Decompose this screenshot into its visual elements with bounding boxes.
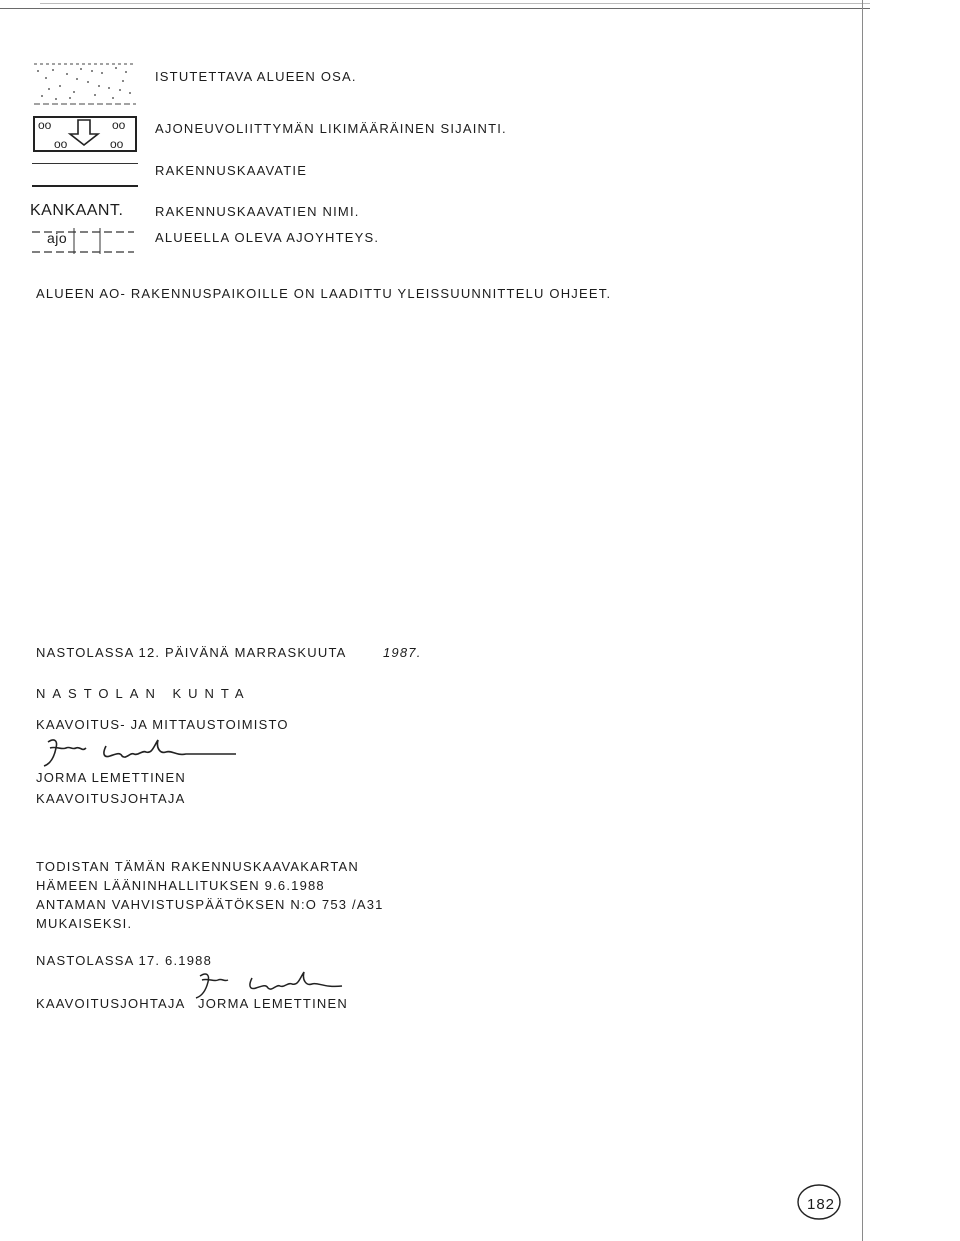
driving-connection-sample: ajo	[47, 230, 68, 246]
road-line-icon	[32, 185, 138, 187]
certification-signer-name: JORMA LEMETTINEN	[198, 996, 348, 1011]
legend-label-road: RAKENNUSKAAVATIE	[155, 163, 308, 178]
certification-line: MUKAISEKSI.	[36, 916, 133, 931]
signature	[36, 734, 246, 774]
road-name-sample: KANKAANT.	[30, 202, 124, 219]
vehicle-access-icon	[32, 114, 140, 154]
scan-edge-line	[40, 3, 870, 4]
certification-line: TODISTAN TÄMÄN RAKENNUSKAAVAKARTAN	[36, 859, 360, 874]
legend-label-driving-connection: ALUEELLA OLEVA AJOYHTEYS.	[155, 230, 380, 245]
municipality-name: NASTOLAN KUNTA	[36, 686, 251, 701]
svg-text:oo: oo	[110, 137, 124, 151]
office-name: KAAVOITUS- JA MITTAUSTOIMISTO	[36, 717, 289, 732]
scan-edge-line	[862, 0, 863, 1241]
legend-label-road-name: RAKENNUSKAAVATIEN NIMI.	[155, 204, 360, 219]
certification-line: ANTAMAN VAHVISTUSPÄÄTÖKSEN N:O 753 /A31	[36, 897, 384, 912]
scan-edge-line	[0, 8, 870, 9]
planting-area-icon	[32, 62, 140, 106]
svg-text:oo: oo	[54, 137, 68, 151]
certification-line: HÄMEEN LÄÄNINHALLITUKSEN 9.6.1988	[36, 878, 325, 893]
approval-signer-title: KAAVOITUSJOHTAJA	[36, 791, 186, 806]
approval-signer-name: JORMA LEMETTINEN	[36, 770, 186, 785]
certification-signer-title: KAAVOITUSJOHTAJA	[36, 996, 186, 1011]
general-note: ALUEEN AO- RAKENNUSPAIKOILLE ON LAADITTU YLEISSUUNNITTELU OHJEET.	[36, 286, 612, 301]
approval-year: 1987.	[383, 645, 422, 660]
certification-place-date: NASTOLASSA 17. 6.1988	[36, 953, 213, 968]
page-number: 182	[807, 1196, 836, 1213]
road-line-icon	[32, 163, 138, 164]
legend-label-planting-area: ISTUTETTAVA ALUEEN OSA.	[155, 69, 357, 84]
legend-label-vehicle-access: AJONEUVOLIITTYMÄN LIKIMÄÄRÄINEN SIJAINTI.	[155, 121, 507, 136]
svg-text:oo: oo	[112, 118, 126, 132]
approval-place-date: NASTOLASSA 12. PÄIVÄNÄ MARRASKUUTA	[36, 645, 347, 660]
svg-text:oo: oo	[38, 118, 52, 132]
